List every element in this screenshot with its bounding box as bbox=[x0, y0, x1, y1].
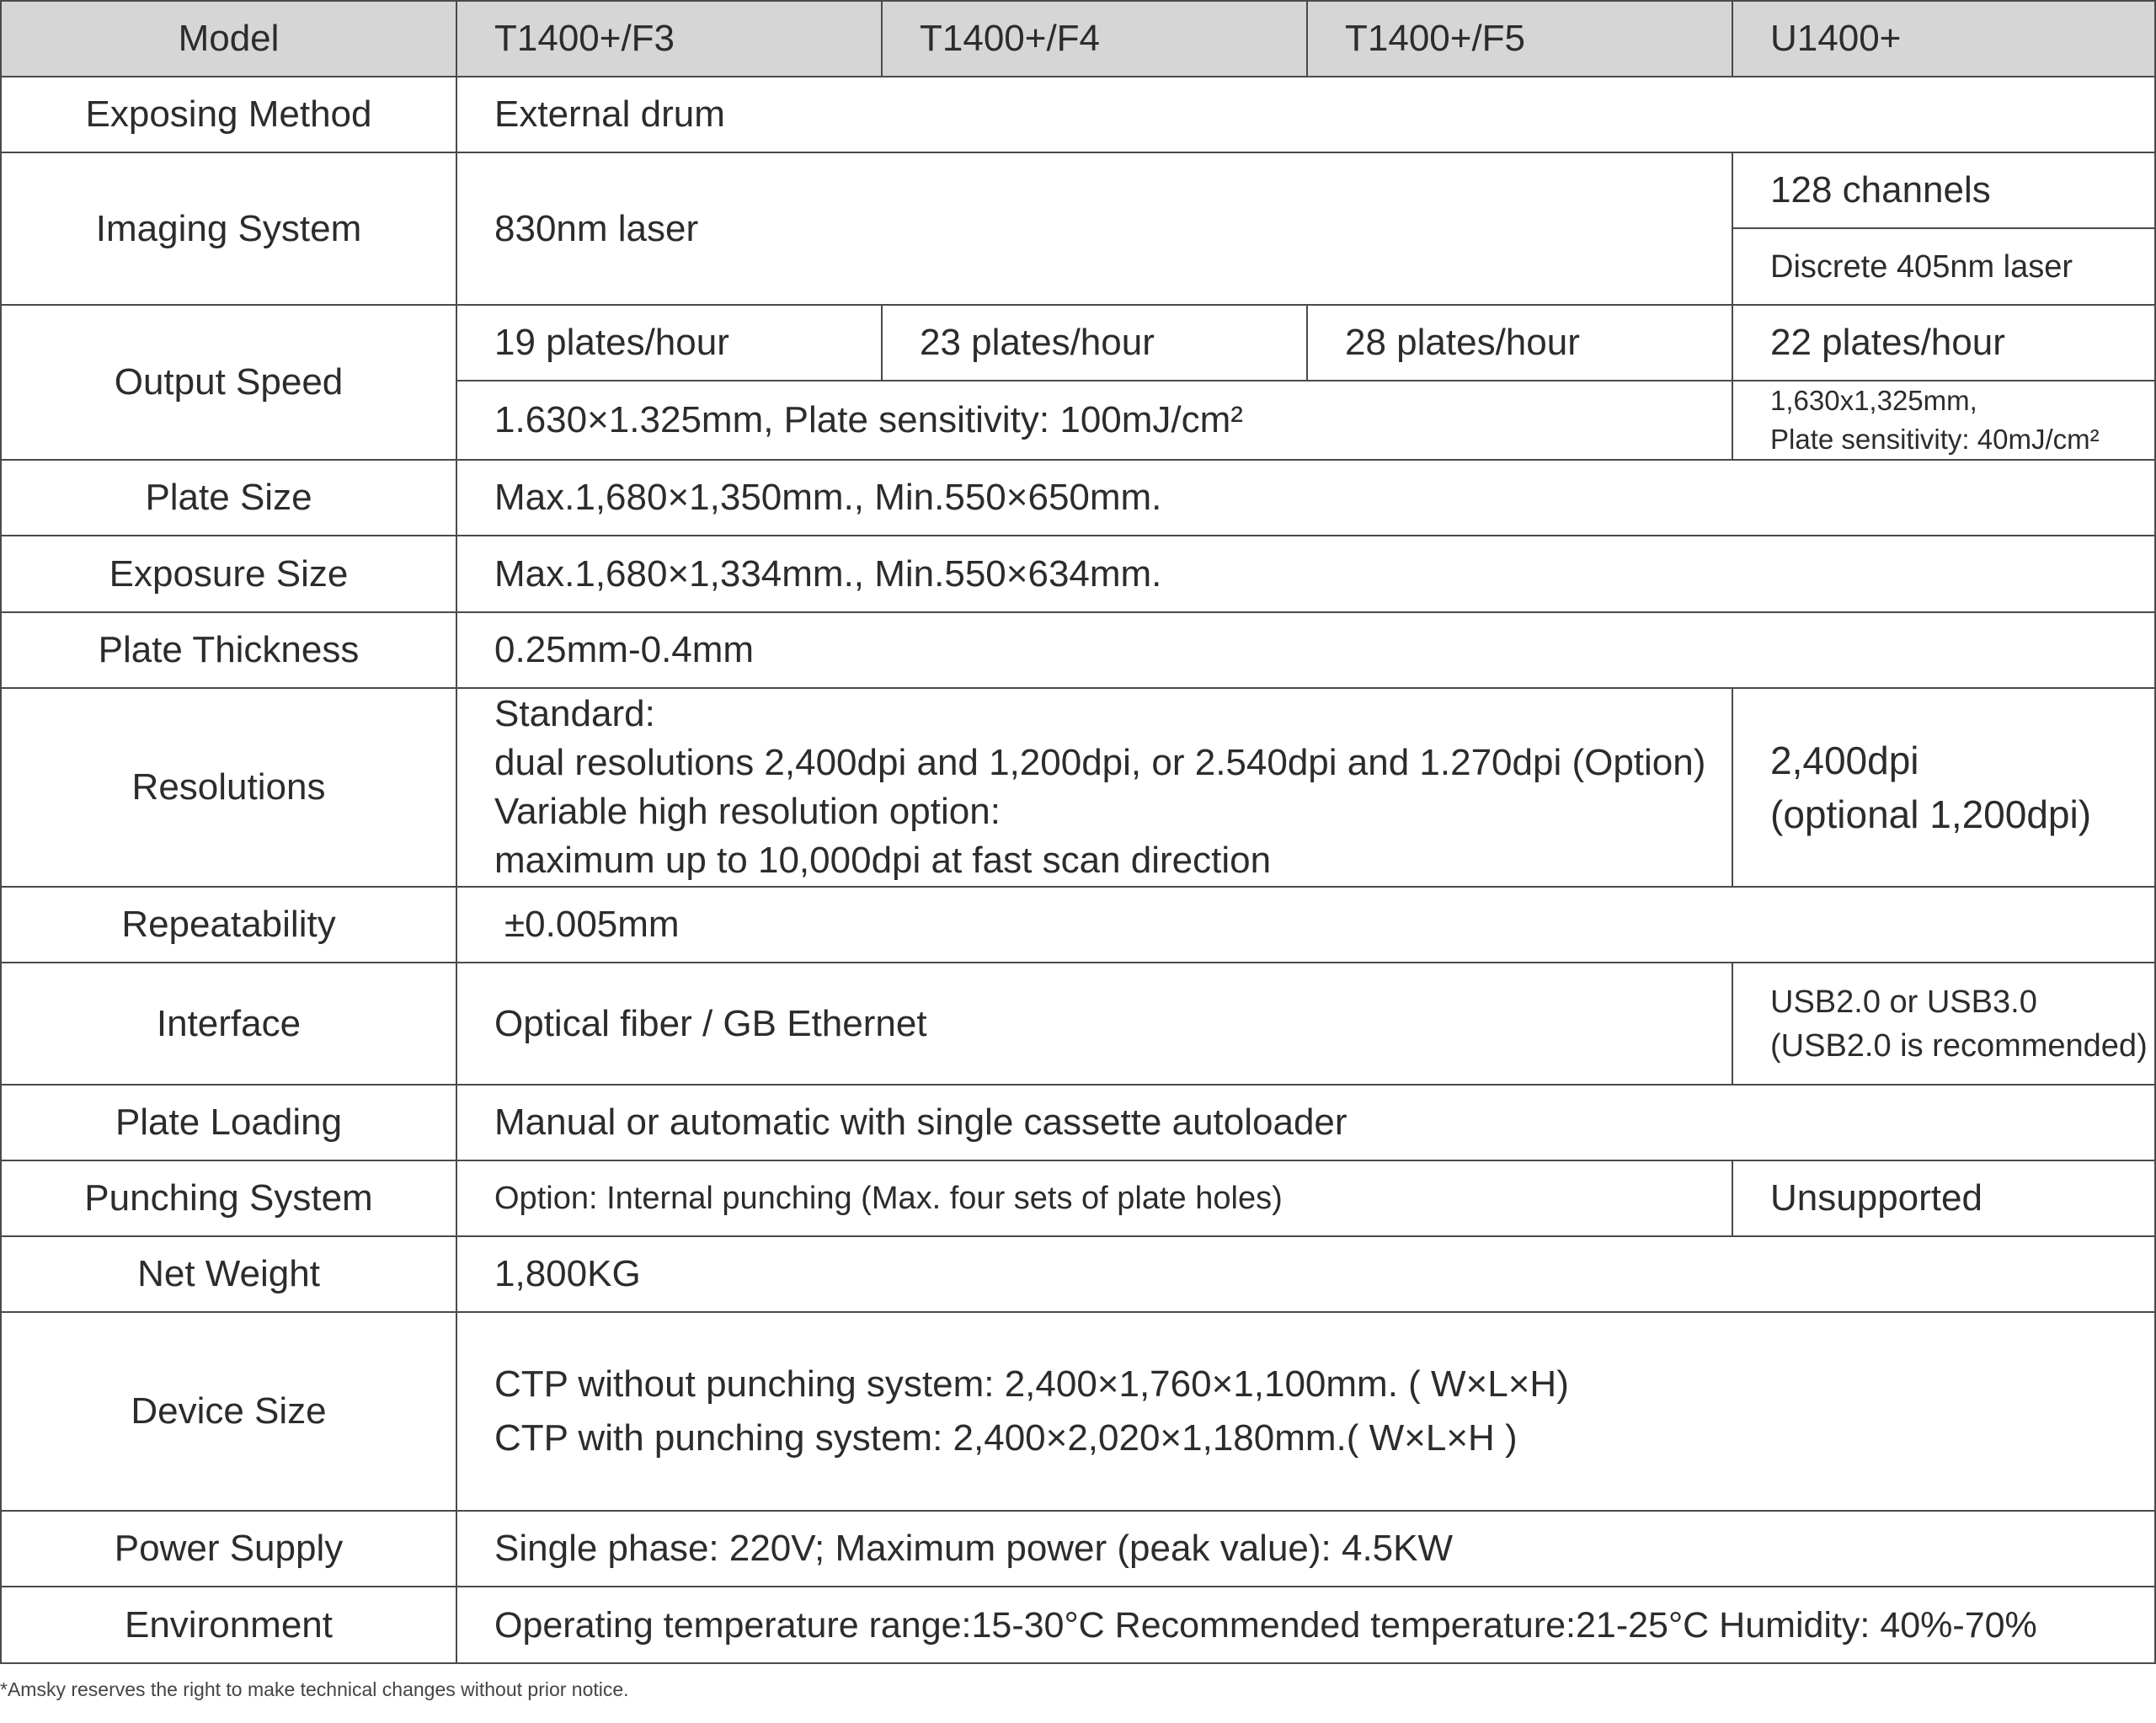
resolutions-line: Variable high resolution option: bbox=[494, 791, 1001, 832]
row-label: Interface bbox=[1, 963, 456, 1085]
row-label: Environment bbox=[1, 1587, 456, 1663]
device-size-line: CTP with punching system: 2,400×2,020×1,180mm.( W×L×H ) bbox=[494, 1417, 1518, 1459]
footnote: *Amsky reserves the right to make technical changes without prior notice. bbox=[0, 1678, 629, 1700]
plate-loading-row bbox=[1, 1085, 2155, 1160]
plate-thickness-row bbox=[1, 612, 2155, 688]
output-speed-note-t: 1.630×1.325mm, Plate sensitivity: 100mJ/cm² bbox=[456, 381, 1732, 460]
device-size-row bbox=[1, 1312, 2155, 1511]
row-label: Output Speed bbox=[1, 305, 456, 460]
environment-row bbox=[1, 1587, 2155, 1663]
row-label: Imaging System bbox=[1, 152, 456, 305]
row-label: Plate Loading bbox=[1, 1085, 456, 1160]
output-speed-row bbox=[1, 305, 2155, 381]
imaging-system-row bbox=[1, 152, 2155, 228]
model-column-header: T1400+/F5 bbox=[1307, 1, 1732, 77]
net-weight-row bbox=[1, 1236, 2155, 1312]
punching-system-row bbox=[1, 1160, 2155, 1236]
resolutions-value-t bbox=[456, 688, 1732, 887]
row-label: Device Size bbox=[1, 1312, 456, 1511]
row-label: Repeatability bbox=[1, 887, 456, 963]
model-header: Model bbox=[1, 1, 456, 77]
repeatability-row bbox=[1, 887, 2155, 963]
power-supply-row bbox=[1, 1511, 2155, 1587]
exposing-method-value: External drum bbox=[456, 77, 2155, 152]
exposure-size-value: Max.1,680×1,334mm., Min.550×634mm. bbox=[456, 536, 2155, 612]
imaging-system-channels: 128 channels bbox=[1732, 152, 2155, 228]
exposing-method-row bbox=[1, 77, 2155, 152]
exposure-size-row bbox=[1, 536, 2155, 612]
interface-u-line: (USB2.0 is recommended) bbox=[1770, 1027, 2148, 1064]
imaging-system-value-t: 830nm laser bbox=[456, 152, 1732, 305]
resolutions-u-line: (optional 1,200dpi) bbox=[1770, 792, 2092, 836]
device-size-value bbox=[456, 1312, 2155, 1511]
output-speed-f4: 23 plates/hour bbox=[882, 305, 1307, 381]
model-column-header: T1400+/F3 bbox=[456, 1, 882, 77]
output-speed-note-u-line: 1,630x1,325mm, bbox=[1770, 385, 1977, 416]
row-label: Plate Thickness bbox=[1, 612, 456, 688]
net-weight-value: 1,800KG bbox=[456, 1236, 2155, 1312]
power-supply-value: Single phase: 220V; Maximum power (peak value): 4.5KW bbox=[456, 1511, 2155, 1587]
punching-system-value-u: Unsupported bbox=[1732, 1160, 2155, 1236]
row-label: Exposure Size bbox=[1, 536, 456, 612]
interface-value-u bbox=[1732, 963, 2155, 1085]
plate-thickness-value: 0.25mm-0.4mm bbox=[456, 612, 2155, 688]
resolutions-u-line: 2,400dpi bbox=[1770, 739, 1919, 782]
row-label: Punching System bbox=[1, 1160, 456, 1236]
resolutions-line: maximum up to 10,000dpi at fast scan direction bbox=[494, 840, 1272, 881]
output-speed-u: 22 plates/hour bbox=[1732, 305, 2155, 381]
plate-size-value: Max.1,680×1,350mm., Min.550×650mm. bbox=[456, 460, 2155, 536]
row-label: Resolutions bbox=[1, 688, 456, 887]
row-label: Plate Size bbox=[1, 460, 456, 536]
output-speed-note-u-line: Plate sensitivity: 40mJ/cm² bbox=[1770, 424, 2100, 455]
output-speed-f5: 28 plates/hour bbox=[1307, 305, 1732, 381]
resolutions-value-u bbox=[1732, 688, 2155, 887]
resolutions-row bbox=[1, 688, 2155, 887]
plate-loading-value: Manual or automatic with single cassette autoloader bbox=[456, 1085, 2155, 1160]
punching-system-value-t: Option: Internal punching (Max. four sets of plate holes) bbox=[456, 1160, 1732, 1236]
repeatability-value: ±0.005mm bbox=[456, 887, 2155, 963]
model-column-header: U1400+ bbox=[1732, 1, 2155, 77]
interface-value-t: Optical fiber / GB Ethernet bbox=[456, 963, 1732, 1085]
header-row bbox=[1, 1, 2155, 77]
device-size-line: CTP without punching system: 2,400×1,760×1,100mm. ( W×L×H) bbox=[494, 1363, 1569, 1405]
interface-row bbox=[1, 963, 2155, 1085]
row-label: Exposing Method bbox=[1, 77, 456, 152]
row-label: Net Weight bbox=[1, 1236, 456, 1312]
row-label: Power Supply bbox=[1, 1511, 456, 1587]
interface-u-line: USB2.0 or USB3.0 bbox=[1770, 984, 2037, 1020]
environment-value: Operating temperature range:15-30°C Recommended temperature:21-25°C Humidity: 40%-70% bbox=[456, 1587, 2155, 1663]
output-speed-note-u bbox=[1732, 381, 2155, 460]
imaging-system-laser-u: Discrete 405nm laser bbox=[1732, 228, 2155, 305]
output-speed-f3: 19 plates/hour bbox=[456, 305, 882, 381]
plate-size-row bbox=[1, 460, 2155, 536]
resolutions-line: Standard: bbox=[494, 693, 655, 734]
model-column-header: T1400+/F4 bbox=[882, 1, 1307, 77]
resolutions-line: dual resolutions 2,400dpi and 1,200dpi, or 2.540dpi and 1.270dpi (Option) bbox=[494, 742, 1706, 783]
